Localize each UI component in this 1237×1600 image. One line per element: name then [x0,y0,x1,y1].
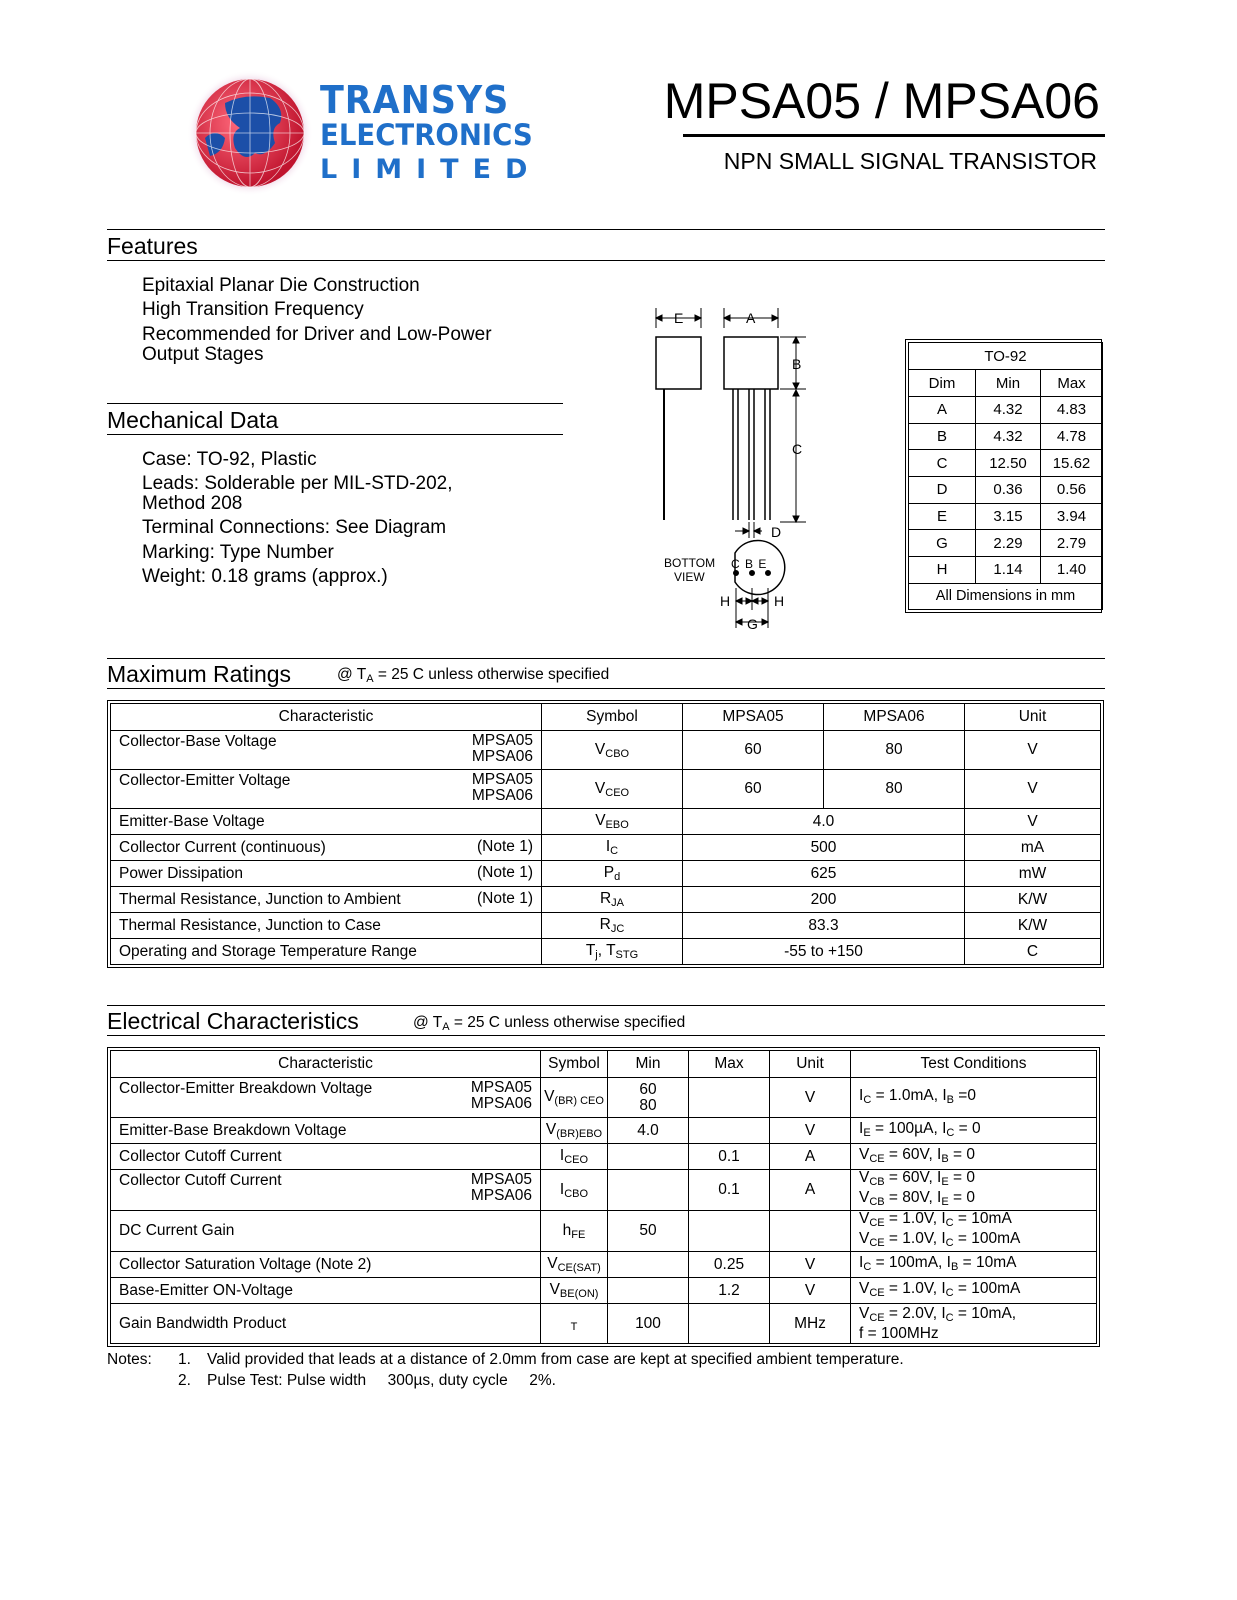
elec-col-header: Min [608,1051,689,1078]
company-logo [185,68,542,198]
features-item: Recommended for Driver and Low-Power [142,324,492,345]
dimtable-row [909,397,1103,424]
dimtable-cell: E [909,503,976,530]
elec-unit [770,1211,851,1252]
dimtable-cell: C [909,450,976,477]
features-heading: Features [107,233,198,259]
page-title: MPSA05 / MPSA06 [663,73,1100,129]
note-number: 1. [178,1351,191,1368]
elec-row [111,1118,1097,1144]
dimtable-cell: 1.40 [1041,557,1103,584]
maxratings-unit: K/W [965,913,1101,939]
elec-max [689,1304,770,1344]
elec-row [111,1252,1097,1278]
features-rule-bottom [107,260,1105,261]
elec-symbol: $V_{CE(SAT)}$ [541,1252,608,1278]
elec-unit: V [770,1118,851,1144]
mechanical-item: Case: TO-92, Plastic [142,449,317,470]
dim-label-d: D [771,524,782,540]
maxratings-value: 83.3 [683,913,965,939]
dim-label-b: B [792,356,802,372]
maxratings-unit: C [965,939,1101,965]
dimtable-cell: 4.83 [1041,397,1103,424]
title-underline [683,134,1105,137]
dimtable-row [909,477,1103,504]
bottom-label: BOTTOM [664,556,716,570]
dimtable-row [909,423,1103,450]
elec-min [608,1144,689,1170]
dimtable-cell: A [909,397,976,424]
logo-text-line3: LIMITED [320,154,542,185]
page-subtitle: NPN SMALL SIGNAL TRANSISTOR [723,148,1097,174]
maxratings-condition: @ $T_A = 25$ C unless otherwise specified [337,666,610,685]
dimtable-cell: 4.32 [976,423,1041,450]
elec-max [689,1118,770,1144]
dimtable-cell: 1.14 [976,557,1041,584]
maxratings-row [111,939,1101,965]
dimension-table [905,339,1102,613]
maxratings-value: 4.0 [683,809,965,835]
elec-test-conditions: $V_{CE} = 60V$, $I_B = 0$ [851,1144,1097,1170]
elec-characteristic: Collector Saturation Voltage (Note 2) [111,1252,541,1278]
elec-row [111,1211,1097,1252]
elec-min: 60 80 [608,1078,689,1118]
elec-unit: A [770,1170,851,1211]
maxratings-characteristic: Operating and Storage Temperature Range [111,939,542,965]
mechanical-rule-bottom [107,434,563,435]
maxratings-col-header: Unit [965,704,1101,731]
elec-table [107,1047,1100,1347]
elec-unit: A [770,1144,851,1170]
features-item: High Transition Frequency [142,299,364,320]
elec-test-conditions: $V_{CE} = 1.0V$, $I_C = 10mA$ $V_{CE} = 1.0V$, $I_C = 100mA$ [851,1211,1097,1252]
maxratings-row [111,861,1101,887]
elec-test-conditions: $V_{CE} = 1.0V$, $I_C = 100mA$ [851,1278,1097,1304]
dim-label-e: E [674,310,684,326]
maxratings-value-mpsa05: 60 [683,770,824,809]
elec-characteristic: Collector-Emitter Breakdown Voltage MPSA05 MPSA06 [111,1078,541,1118]
elec-unit: V [770,1078,851,1118]
maxratings-value-mpsa06: 80 [824,731,965,770]
view-label: VIEW [674,570,705,584]
dimtable-cell: 2.29 [976,530,1041,557]
maxratings-symbol: $V_{CBO}$ [542,731,683,770]
maxratings-unit: mW [965,861,1101,887]
dimtable-cell: H [909,557,976,584]
dimtable-row [909,557,1103,584]
dim-label-h: H [720,593,731,609]
elec-symbol: $h_{FE}$ [541,1211,608,1252]
elec-characteristic: Collector Cutoff Current MPSA05 MPSA06 [111,1170,541,1211]
maxratings-row [111,835,1101,861]
pin-labels: C B E [731,557,768,571]
dimtable-header: Dim [909,370,976,397]
maxratings-row [111,770,1101,809]
mechanical-rule-top [107,403,563,404]
dimtable-cell: G [909,530,976,557]
maxratings-symbol: $R_{JC}$ [542,913,683,939]
elec-rule-bottom [107,1035,1105,1036]
dimtable-header: Min [976,370,1041,397]
elec-min [608,1170,689,1211]
maxratings-characteristic: Power Dissipation (Note 1) [111,861,542,887]
elec-col-header: Max [689,1051,770,1078]
dimtable-header: Max [1041,370,1103,397]
maxratings-unit: mA [965,835,1101,861]
elec-min: 50 [608,1211,689,1252]
maxratings-row [111,887,1101,913]
dimtable-cell: 0.56 [1041,477,1103,504]
elec-col-header: Test Conditions [851,1051,1097,1078]
elec-symbol: $V_{BE(ON)}$ [541,1278,608,1304]
elec-characteristic: Emitter-Base Breakdown Voltage [111,1118,541,1144]
maxratings-row [111,913,1101,939]
note-text: Valid provided that leads at a distance of 2.0mm from case are kept at specified ambient temperature. [207,1351,904,1368]
elec-symbol: $I_{CBO}$ [541,1170,608,1211]
mechanical-item: Leads: Solderable per MIL-STD-202, [142,473,453,494]
maxratings-col-header: MPSA05 [683,704,824,731]
maxratings-col-header: Characteristic [111,704,542,731]
dimtable-row [909,450,1103,477]
dim-label-a: A [746,310,756,326]
dimtable-row [909,530,1103,557]
maxratings-value-mpsa05: 60 [683,731,824,770]
maxratings-symbol: $I_C$ [542,835,683,861]
maxratings-value: 625 [683,861,965,887]
dimtable-title: TO-92 [909,343,1103,370]
elec-test-conditions: $I_C = 1.0mA$, $I_B =0$ [851,1078,1097,1118]
elec-min: 4.0 [608,1118,689,1144]
elec-max: 0.1 [689,1170,770,1211]
maxratings-unit: V [965,809,1101,835]
maxratings-rule-bottom [107,688,1105,689]
mechanical-heading: Mechanical Data [107,407,279,433]
features-item: Epitaxial Planar Die Construction [142,275,420,296]
elec-min [608,1278,689,1304]
logo-text-line1: TRANSYS [320,78,510,122]
maxratings-symbol: $V_{CEO}$ [542,770,683,809]
elec-unit: V [770,1278,851,1304]
elec-row [111,1078,1097,1118]
maxratings-value: -55 to +150 [683,939,965,965]
elec-test-conditions: $I_E = 100\mu A$, $I_C = 0$ [851,1118,1097,1144]
maxratings-characteristic: Collector Current (continuous) (Note 1) [111,835,542,861]
elec-row [111,1278,1097,1304]
elec-row [111,1304,1097,1344]
features-rule-top [107,229,1105,230]
maxratings-value-mpsa06: 80 [824,770,965,809]
maxratings-value: 200 [683,887,965,913]
maxratings-row [111,731,1101,770]
elec-max [689,1078,770,1118]
elec-col-header: Characteristic [111,1051,541,1078]
logo-text-line2: ELECTRONICS [320,118,533,152]
maxratings-characteristic: Collector-Base Voltage MPSA05 MPSA06 [111,731,542,770]
elec-symbol: $V_{(BR)EBO}$ [541,1118,608,1144]
maxratings-characteristic: Emitter-Base Voltage [111,809,542,835]
maxratings-heading: Maximum Ratings [107,661,292,687]
elec-col-header: Unit [770,1051,851,1078]
dimtable-cell: 3.94 [1041,503,1103,530]
maxratings-unit: V [965,731,1101,770]
dimtable-cell: 2.79 [1041,530,1103,557]
maxratings-symbol: $P_d$ [542,861,683,887]
dimtable-row [909,503,1103,530]
elec-min: 100 [608,1304,689,1344]
dimtable-cell: 0.36 [976,477,1041,504]
elec-rule-top [107,1005,1105,1006]
note-text: Pulse Test: Pulse width 300µs, duty cycle 2%. [207,1372,556,1389]
elec-test-conditions: $I_C = 100mA$, $I_B = 10mA$ [851,1252,1097,1278]
notes-label: Notes: [107,1351,152,1368]
elec-heading: Electrical Characteristics [107,1008,359,1034]
elec-characteristic: Base-Emitter ON-Voltage [111,1278,541,1304]
elec-unit: MHz [770,1304,851,1344]
dim-label-g: G [747,616,758,632]
maxratings-row [111,809,1101,835]
maxratings-col-header: MPSA06 [824,704,965,731]
maxratings-unit: V [965,770,1101,809]
maxratings-characteristic: Thermal Resistance, Junction to Ambient (Note 1) [111,887,542,913]
note-number: 2. [178,1372,191,1389]
dimtable-cell: 15.62 [1041,450,1103,477]
elec-max: 1.2 [689,1278,770,1304]
maxratings-symbol: $T_j$, $T_{STG}$ [542,939,683,965]
elec-row [111,1144,1097,1170]
maxratings-rule-top [107,658,1105,659]
maxratings-unit: K/W [965,887,1101,913]
maxratings-table [107,700,1104,968]
mechanical-item: Marking: Type Number [142,542,334,563]
dim-label-h: H [774,593,785,609]
elec-symbol: T [541,1304,608,1344]
elec-characteristic: Gain Bandwidth Product [111,1304,541,1344]
maxratings-col-header: Symbol [542,704,683,731]
features-item: Output Stages [142,344,264,365]
dimtable-cell: 12.50 [976,450,1041,477]
maxratings-characteristic: Collector-Emitter Voltage MPSA05 MPSA06 [111,770,542,809]
elec-symbol: $V_{(BR) CEO}$ [541,1078,608,1118]
elec-min [608,1252,689,1278]
elec-condition: @ $T_A = 25$ C unless otherwise specified [413,1014,686,1033]
dimtable-cell: D [909,477,976,504]
mechanical-item: Weight: 0.18 grams (approx.) [142,566,388,587]
dimtable-footer: All Dimensions in mm [909,583,1103,609]
elec-characteristic: Collector Cutoff Current [111,1144,541,1170]
elec-unit: V [770,1252,851,1278]
mechanical-item: Terminal Connections: See Diagram [142,517,447,538]
elec-max: 0.25 [689,1252,770,1278]
dimtable-cell: 4.32 [976,397,1041,424]
dim-label-c: C [792,441,803,457]
mechanical-item: Method 208 [142,493,243,514]
elec-test-conditions: $V_{CB} = 60V$, $I_E = 0$ $V_{CB} = 80V$, $I_E = 0$ [851,1170,1097,1211]
elec-test-conditions: $V_{CE} = 2.0V$, $I_C = 10mA$, f = 100MHz [851,1304,1097,1344]
maxratings-value: 500 [683,835,965,861]
dimtable-cell: 4.78 [1041,423,1103,450]
globe-icon [185,68,315,198]
dimtable-cell: B [909,423,976,450]
dimtable-cell: 3.15 [976,503,1041,530]
elec-max [689,1211,770,1252]
maxratings-symbol: $V_{EBO}$ [542,809,683,835]
elec-col-header: Symbol [541,1051,608,1078]
elec-row [111,1170,1097,1211]
maxratings-symbol: $R_{JA}$ [542,887,683,913]
elec-max: 0.1 [689,1144,770,1170]
elec-symbol: $I_{CEO}$ [541,1144,608,1170]
elec-characteristic: DC Current Gain [111,1211,541,1252]
to92-package-diagram [650,300,850,640]
maxratings-characteristic: Thermal Resistance, Junction to Case [111,913,542,939]
